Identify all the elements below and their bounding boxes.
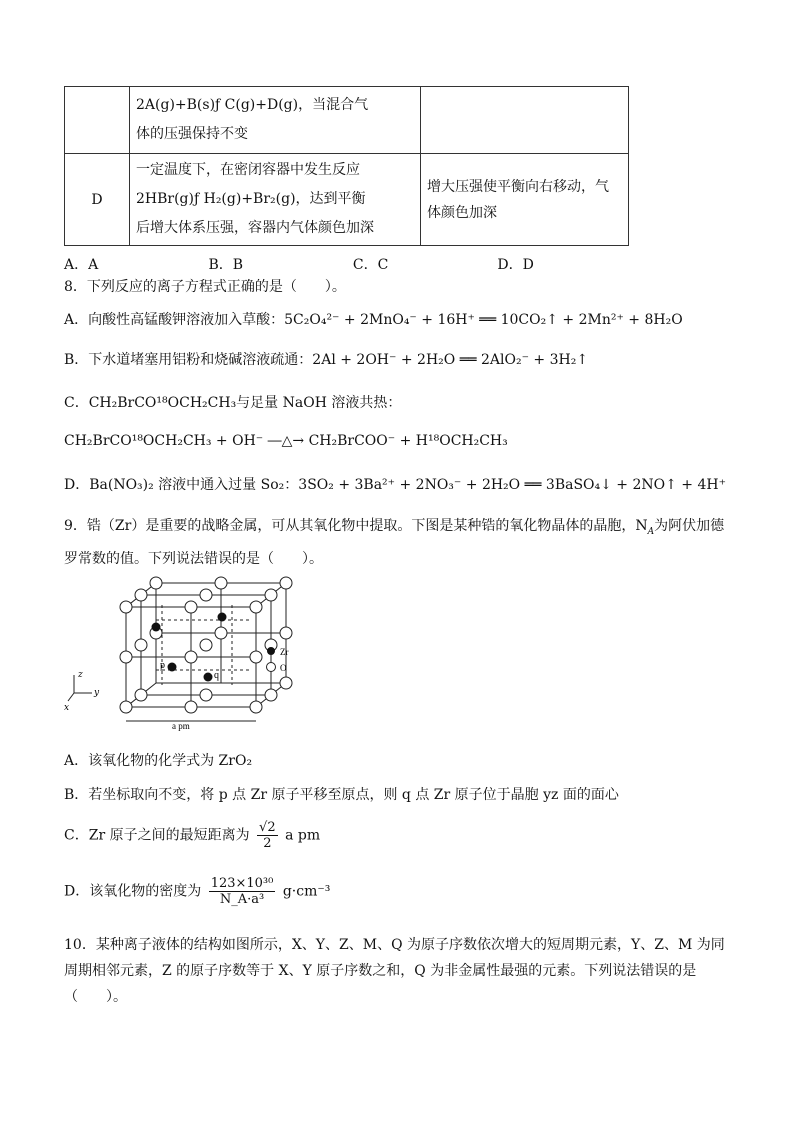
dim-label: a pm: [172, 721, 190, 731]
table-row: [65, 154, 629, 246]
q8-c-equation: CH₂BrCO¹⁸OCH₂CH₃ + OH⁻ ―△→ CH₂BrCOO⁻ + H¹⁸OCH₂CH₃: [64, 433, 508, 449]
q8-a-label: A．向酸性高锰酸钾溶液加入草酸：: [64, 312, 285, 328]
q8-option-d[interactable]: [64, 474, 726, 494]
zr-atom-p: [168, 663, 177, 672]
q9-d-fraction: [209, 876, 276, 907]
crystal-cell-figure: [62, 575, 302, 735]
q9-option-c[interactable]: [64, 820, 320, 851]
legend-o-dot: [267, 663, 276, 672]
q9-stem-line1: [64, 515, 724, 537]
zr-atom-q: [204, 673, 213, 682]
row-c-text: [130, 87, 421, 154]
q9-option-d[interactable]: [64, 876, 330, 907]
q9-stem1: 9．锆（Zr）是重要的战略金属，可从其氧化物中提取。下图是某种锆的氧化物晶体的晶胞，N: [64, 518, 648, 534]
q9-c-den: 2: [263, 836, 272, 851]
row-d-label: D: [65, 154, 130, 246]
q10-stem: 10．某种离子液体的结构如图所示，X、Y、Z、M、Q 为原子序数依次增大的短周期元素，Y、Z、M 为同周期相邻元素，Z 的原子序数等于 X、Y 原子序数之和，Q 为非金属性最强的元素。下列说法错误的是（ ）。: [64, 937, 725, 1005]
label-q: q: [214, 670, 219, 681]
oxygen-atoms: [120, 577, 292, 713]
q8-option-b[interactable]: [64, 349, 588, 369]
q9-c-pre: C．Zr 原子之间的最短距离为: [64, 827, 250, 844]
q9-d-den: N_A·a³: [219, 892, 265, 907]
row-d-text: [130, 154, 421, 246]
q9-stem1-tail: 为阿伏加德: [654, 518, 725, 534]
q8-b-equation: 2Al + 2OH⁻ + 2H₂O ══ 2AlO₂⁻ + 3H₂↑: [312, 352, 589, 368]
axis-z: z: [78, 670, 83, 680]
row-d-line2: 2HBr(g)ƒ H₂(g)+Br₂(g)，达到平衡: [136, 191, 366, 207]
q7-option-d[interactable]: D．D: [497, 257, 534, 273]
row-c-line1: 2A(g)+B(s)ƒ C(g)+D(g)，当混合气: [136, 97, 369, 113]
legend-zr: Zr: [280, 647, 289, 657]
q8-option-a[interactable]: [64, 309, 683, 329]
zr-atom: [152, 623, 161, 632]
q8-d-label: D．Ba(NO₃)₂ 溶液中通入过量 So₂：: [64, 477, 299, 493]
q8-a-equation: 5C₂O₄²⁻ + 2MnO₄⁻ + 16H⁺ ══ 10CO₂↑ + 2Mn²⁺ + 8H₂O: [284, 312, 683, 328]
label-p: p: [160, 660, 165, 671]
q9-option-a[interactable]: A．该氧化物的化学式为 ZrO₂: [64, 753, 253, 769]
zr-atom: [218, 613, 227, 622]
q9-d-post: g·cm⁻³: [282, 883, 331, 900]
table-row: [65, 87, 629, 154]
q9-c-fraction: [257, 820, 278, 851]
q9-d-num: 123×10³⁰: [210, 876, 274, 891]
q9-c-num: √2: [259, 820, 276, 835]
q8-d-equation: 3SO₂ + 3Ba²⁺ + 2NO₃⁻ + 2H₂O ══ 3BaSO₄↓ + 2NO↑ + 4H⁺: [298, 477, 726, 493]
row-c-conclusion: [421, 87, 629, 154]
row-d-conclusion: 增大压强使平衡向右移动，气体颜色加深: [421, 154, 629, 246]
q9-stem-line2: 罗常数的值。下列说法错误的是（ ）。: [64, 551, 323, 567]
axis-y: y: [94, 688, 100, 698]
q8-option-c[interactable]: C．CH₂BrCO¹⁸OCH₂CH₃与足量 NaOH 溶液共热：: [64, 395, 402, 411]
q7-table: [64, 86, 629, 246]
q9-na-sub: A: [647, 526, 655, 537]
q9-d-pre: D．该氧化物的密度为: [64, 883, 202, 900]
q7-option-a[interactable]: A．A: [64, 257, 99, 273]
q8-b-label: B．下水道堵塞用铝粉和烧碱溶液疏通：: [64, 352, 313, 368]
q9-c-post: a pm: [285, 827, 321, 844]
row-d-line3: 后增大体系压强，容器内气体颜色加深: [136, 220, 374, 236]
legend-o: O: [280, 663, 287, 673]
q8-stem: 8．下列反应的离子方程式正确的是（ ）。: [64, 279, 346, 295]
q7-option-b[interactable]: B．B: [208, 257, 244, 273]
q7-options: [64, 254, 637, 274]
row-c-label: [65, 87, 130, 154]
q9-option-b[interactable]: B．若坐标取向不变，将 p 点 Zr 原子平移至原点，则 q 点 Zr 原子位于晶胞 yz 面的面心: [64, 787, 619, 803]
row-d-line1: 一定温度下，在密闭容器中发生反应: [136, 162, 360, 178]
row-c-line2: 体的压强保持不变: [136, 126, 248, 142]
q7-option-c[interactable]: C．C: [352, 257, 389, 273]
legend-zr-dot: [267, 647, 275, 655]
axis-x: x: [64, 703, 70, 713]
